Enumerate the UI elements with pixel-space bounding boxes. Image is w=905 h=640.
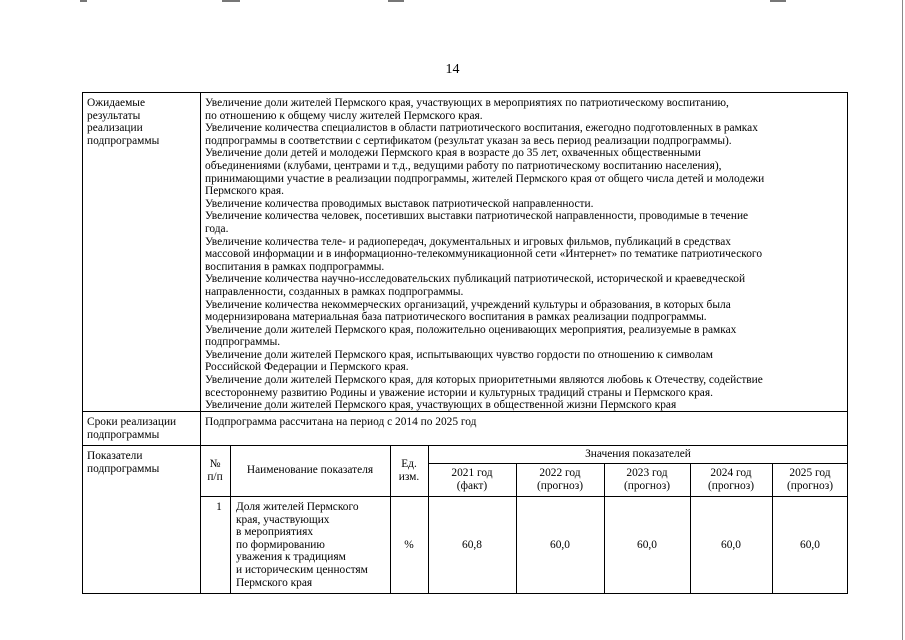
- results-line: подпрограммы.: [205, 336, 281, 349]
- results-line: по отношению к общему числу жителей Пермского края.: [205, 109, 483, 122]
- column-divider: [200, 92, 201, 594]
- scan-artifact: [388, 0, 404, 2]
- results-line: года.: [205, 222, 229, 235]
- results-line: Увеличение доли жителей Пермского края, участвующих в общественной жизни Пермского края: [205, 399, 677, 412]
- results-line: массовой информации и в информационно-телекоммуникационной сети «Интернет» по тематике патриотического: [205, 248, 763, 261]
- results-line: Увеличение количества специалистов в области патриотического воспитания, ежегодно подготовленных в рамках: [205, 122, 758, 135]
- results-line: Увеличение количества некоммерческих организаций, учреждений культуры и образования, в которых была: [205, 298, 731, 311]
- results-line: объединениями (клубами, центрами и т.д., ведущими работу по патриотическому воспитанию населения),: [205, 159, 722, 172]
- row-value: 60,0: [637, 539, 657, 551]
- scan-artifact: [222, 0, 240, 2]
- results-line: Увеличение количества теле- и радиопередач, документальных и игровых фильмов, публикаций в средствах: [205, 235, 731, 248]
- results-line: принимающими участие в реализации подпрограммы, жителей Пермского края от общего числа детей и молодежи: [205, 172, 765, 185]
- page-number: 14: [445, 62, 460, 77]
- results-line: Увеличение количества научно-исследовательских публикаций патриотической, исторической и краеведческой: [205, 273, 746, 286]
- header-year: 2022 год (прогноз): [536, 467, 584, 492]
- header-name: Наименование показателя: [246, 464, 374, 476]
- row-num: 1: [216, 501, 222, 513]
- timeline-text: Подпрограмма рассчитана на период с 2014 по 2025 год: [205, 416, 477, 428]
- results-line: воспитания в рамках подпрограммы.: [205, 260, 385, 273]
- header-year: 2024 год (прогноз): [707, 467, 755, 492]
- row-value: 60,8: [462, 539, 482, 551]
- results-text: [205, 97, 764, 412]
- header-values-group: Значения показателей: [585, 448, 691, 460]
- scan-artifact: [80, 0, 87, 2]
- results-line: Пермского края.: [205, 185, 285, 198]
- row-name: Доля жителей Пермского края, участвующих в мероприятиях по формированию уважения к традициям и историческим ценностям Пермского края: [236, 501, 368, 589]
- results-line: направленности, созданных в рамках подпрограммы.: [205, 285, 464, 298]
- results-line: Увеличение количества человек, посетивших выставки патриотической направленности, проводимые в течение: [205, 210, 749, 223]
- results-line: Увеличение доли жителей Пермского края, для которых приоритетными являются любовь к Отечеству, содействие: [205, 374, 763, 387]
- row-divider: [82, 445, 848, 446]
- results-line: Увеличение доли детей и молодежи Пермского края в возрасте до 35 лет, охваченных общественными: [205, 147, 701, 160]
- results-line: модернизирована материальная база патриотического воспитания в рамках реализации подпрограммы.: [205, 311, 707, 324]
- timeline-label: Сроки реализации подпрограммы: [87, 416, 177, 441]
- results-line: подпрограммы в соответствии с сертификатом (результат указан за весь период реализации подпрограммы).: [205, 134, 732, 147]
- row-value: 60,0: [550, 539, 570, 551]
- results-line: Увеличение доли жителей Пермского края, положительно оценивающих мероприятия, реализуемые в рамках: [205, 323, 737, 336]
- results-line: Увеличение доли жителей Пермского края, испытывающих чувство гордости по отношению к символам: [205, 348, 713, 361]
- results-label: Ожидаемые результаты реализации подпрограммы: [87, 97, 160, 147]
- header-unit: Ед. изм.: [398, 458, 420, 483]
- indicators-label: Показатели подпрограммы: [87, 450, 160, 475]
- results-line: всестороннему развитию Родины и уважение истории и культурных традиций страны и Пермского края.: [205, 386, 713, 399]
- scan-artifact: [902, 0, 903, 640]
- row-value: 60,0: [800, 539, 820, 551]
- header-num: № п/п: [207, 458, 223, 483]
- inner-table-line: [428, 463, 848, 464]
- scan-artifact: [770, 0, 786, 2]
- results-line: Увеличение количества проводимых выставок патриотической направленности.: [205, 197, 594, 210]
- row-unit: %: [404, 539, 414, 551]
- header-year: 2021 год (факт): [451, 467, 493, 492]
- inner-table-line: [200, 496, 848, 497]
- row-value: 60,0: [721, 539, 741, 551]
- header-year: 2023 год (прогноз): [623, 467, 671, 492]
- results-line: Увеличение доли жителей Пермского края, участвующих в мероприятиях по патриотическому воспитанию,: [205, 97, 729, 109]
- results-line: Российской Федерации и Пермского края.: [205, 361, 409, 374]
- header-year: 2025 год (прогноз): [786, 467, 834, 492]
